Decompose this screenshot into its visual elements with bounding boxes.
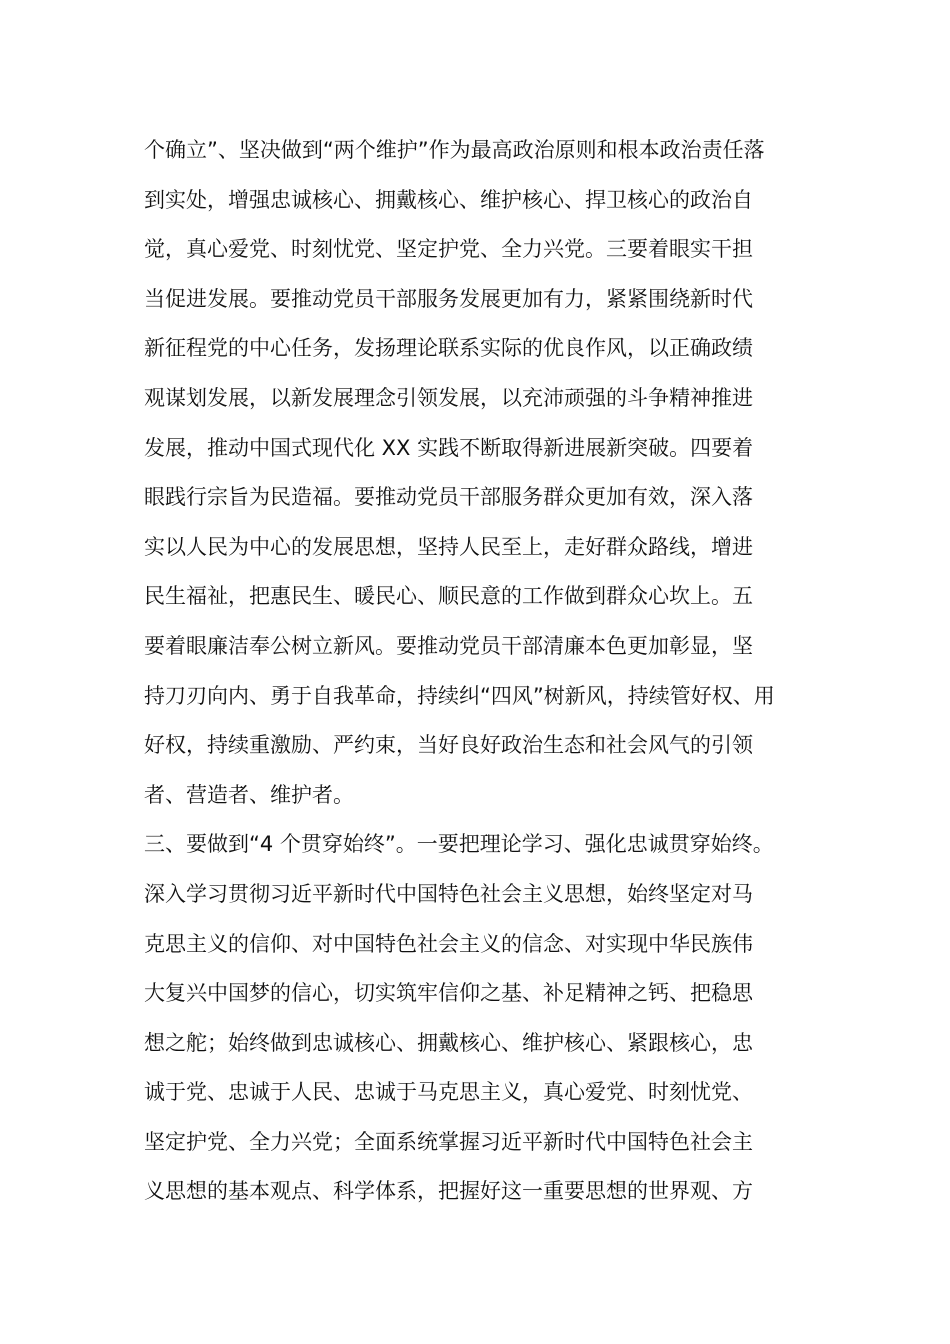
text-line: 眼践行宗旨为民造福。要推动党员干部服务群众更加有效，深入落 [144,485,753,510]
text-line: 民生福祉，把惠民生、暖民心、顺民意的工作做到群众心坎上。五 [144,584,753,609]
text-line: 新征程党的中心任务，发扬理论联系实际的优良作风，以正确政绩 [144,336,753,361]
text-line: 诚于党、忠诚于人民、忠诚于马克思主义，真心爱党、时刻忧党、 [144,1080,753,1105]
text-line: 好权，持续重激励、严约束，当好良好政治生态和社会风气的引领 [144,733,753,758]
text-line: 大复兴中国梦的信心，切实筑牢信仰之基、补足精神之钙、把稳思 [144,981,753,1006]
text-line: 觉，真心爱党、时刻忧党、坚定护党、全力兴党。三要着眼实干担 [144,237,753,262]
text-line: 实以人民为中心的发展思想，坚持人民至上，走好群众路线，增进 [144,534,753,559]
text-line: 想之舵；始终做到忠诚核心、拥戴核心、维护核心、紧跟核心，忠 [144,1030,753,1055]
text-line: 观谋划发展，以新发展理念引领发展，以充沛顽强的斗争精神推进 [144,385,753,410]
text-line: 到实处，增强忠诚核心、拥戴核心、维护核心、捍卫核心的政治自 [144,187,753,212]
body-text [144,126,814,1217]
text-line: 深入学习贯彻习近平新时代中国特色社会主义思想，始终坚定对马 [144,881,753,906]
text-line: 当促进发展。要推动党员干部服务发展更加有力，紧紧围绕新时代 [144,286,753,311]
text-line: 者、营造者、维护者。 [144,782,354,807]
text-line: 要着眼廉洁奉公树立新风。要推动党员干部清廉本色更加彰显，坚 [144,633,753,658]
text-line: 持刀刃向内、勇于自我革命，持续纠“四风”树新风，持续管好权、用 [144,683,775,708]
text-line: 坚定护党、全力兴党；全面系统掌握习近平新时代中国特色社会主 [144,1129,753,1154]
text-line: 发展，推动中国式现代化 XX 实践不断取得新进展新突破。四要着 [144,435,754,460]
text-line: 义思想的基本观点、科学体系，把握好这一重要思想的世界观、方 [144,1179,753,1204]
section-heading-line: 三、要做到“4 个贯穿始终”。一要把理论学习、强化忠诚贯穿始终。 [144,832,774,857]
text-line: 克思主义的信仰、对中国特色社会主义的信念、对实现中华民族伟 [144,931,753,956]
text-line: 个确立”、坚决做到“两个维护”作为最高政治原则和根本政治责任落 [144,138,765,162]
